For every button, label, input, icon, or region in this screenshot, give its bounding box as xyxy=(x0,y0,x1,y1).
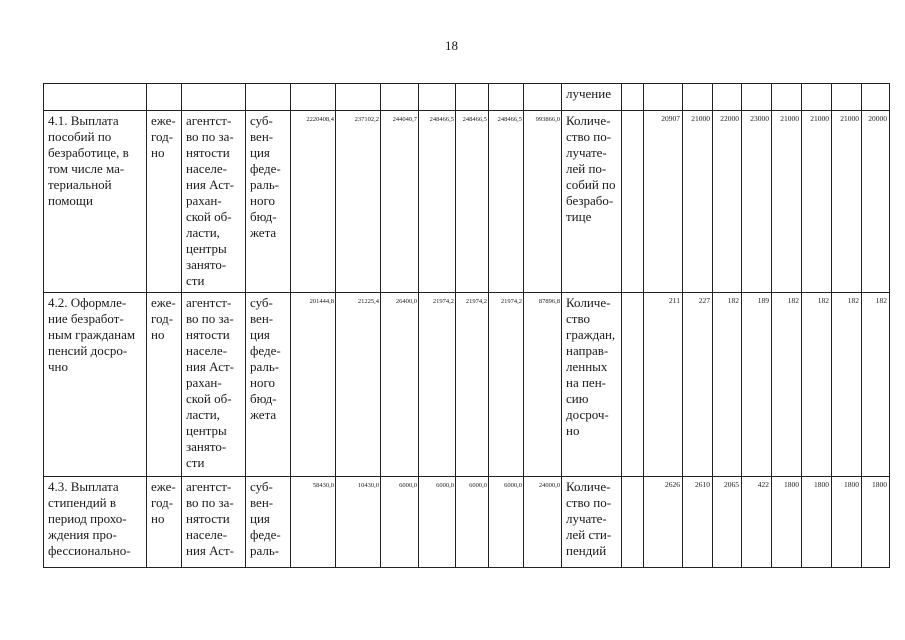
executor: агентст- во по за- нятости населе- ния Аст- xyxy=(186,479,234,558)
amount-cell: 6000,0 xyxy=(399,482,417,489)
amount-cell: 21225,4 xyxy=(357,298,379,305)
indicator-value: 2626 xyxy=(665,480,680,489)
indicator-value: 211 xyxy=(669,296,680,305)
page-number: 18 xyxy=(445,38,458,53)
indicator-value: 422 xyxy=(757,480,769,489)
indicator-value: 21000 xyxy=(780,114,799,123)
measure-name: 4.3. Выплата стипендий в период прохо- ждения про- фессионально- xyxy=(48,479,131,558)
indicator-value: 182 xyxy=(787,296,799,305)
indicator-value: 21000 xyxy=(691,114,710,123)
indicator-value: 1800 xyxy=(872,480,887,489)
amount-cell: 6000,0 xyxy=(469,482,487,489)
amount-cell: 237102,2 xyxy=(354,116,379,123)
funding-source: суб- вен- ция феде- раль- ного бюд- жета xyxy=(250,113,281,240)
amount-cell: 10430,0 xyxy=(357,482,379,489)
amount-cell: 26400,0 xyxy=(395,298,417,305)
indicator-value: 182 xyxy=(727,296,739,305)
executor: агентст- во по за- нятости населе- ния Аст- рахан- ской об- ласти, центры занято- сти xyxy=(186,113,234,288)
amount-cell: 201444,8 xyxy=(309,298,334,305)
indicator-value: 2065 xyxy=(724,480,739,489)
header-row xyxy=(44,84,890,111)
indicator-name: Количе- ство граждан, направ- ленных на пен- сию досроч- но xyxy=(566,295,616,438)
indicator-value: 182 xyxy=(847,296,859,305)
amount-cell: 6000,0 xyxy=(504,482,522,489)
period: еже- год- но xyxy=(151,479,176,526)
funding-source: суб- вен- ция феде- раль- xyxy=(250,479,281,558)
amount-cell: 6000,0 xyxy=(436,482,454,489)
indicator-value: 182 xyxy=(817,296,829,305)
amount-cell: 2220408,4 xyxy=(306,116,334,123)
indicator-value: 1800 xyxy=(844,480,859,489)
funding-source: суб- вен- ция феде- раль- ного бюд- жета xyxy=(250,295,281,422)
period: еже- год- но xyxy=(151,113,176,160)
indicator-value: 22000 xyxy=(720,114,739,123)
amount-cell: 87896,8 xyxy=(538,298,560,305)
indicator-value: 20000 xyxy=(868,114,887,123)
indicator-continuation: лучение xyxy=(566,86,611,101)
table-row xyxy=(44,111,890,293)
indicator-value: 23000 xyxy=(750,114,769,123)
period: еже- год- но xyxy=(151,295,176,342)
table-row xyxy=(44,477,890,568)
amount-cell: 21974,2 xyxy=(500,298,522,305)
indicator-value: 2610 xyxy=(695,480,710,489)
table-row xyxy=(44,293,890,477)
indicator-value: 20907 xyxy=(661,114,680,123)
indicator-value: 1800 xyxy=(784,480,799,489)
amount-cell: 21974,2 xyxy=(465,298,487,305)
amount-cell: 248466,5 xyxy=(497,116,522,123)
indicator-value: 1800 xyxy=(814,480,829,489)
amount-cell: 248466,5 xyxy=(429,116,454,123)
indicator-value: 21000 xyxy=(840,114,859,123)
amount-cell: 58430,0 xyxy=(312,482,334,489)
amount-cell: 24000,0 xyxy=(538,482,560,489)
measure-name: 4.1. Выплата пособий по безработице, в том числе ма- териальной помощи xyxy=(48,113,129,208)
measure-name: 4.2. Оформле- ние безработ- ным гражданам пенсий досро- чно xyxy=(48,295,136,374)
amount-cell: 248466,5 xyxy=(462,116,487,123)
indicator-name: Количе- ство по- лучате- лей сти- пендий xyxy=(566,479,612,558)
amount-cell: 21974,2 xyxy=(432,298,454,305)
indicator-value: 189 xyxy=(757,296,769,305)
indicator-name: Количе- ство по- лучате- лей по- собий по безрабо- тице xyxy=(566,113,616,224)
amount-cell: 993866,0 xyxy=(535,116,560,123)
indicator-value: 21000 xyxy=(810,114,829,123)
amount-cell: 244040,7 xyxy=(392,116,417,123)
indicator-value: 182 xyxy=(875,296,887,305)
indicator-value: 227 xyxy=(698,296,710,305)
executor: агентст- во по за- нятости населе- ния Аст- рахан- ской об- ласти, центры занято- сти xyxy=(186,295,234,470)
program-table xyxy=(43,83,890,568)
